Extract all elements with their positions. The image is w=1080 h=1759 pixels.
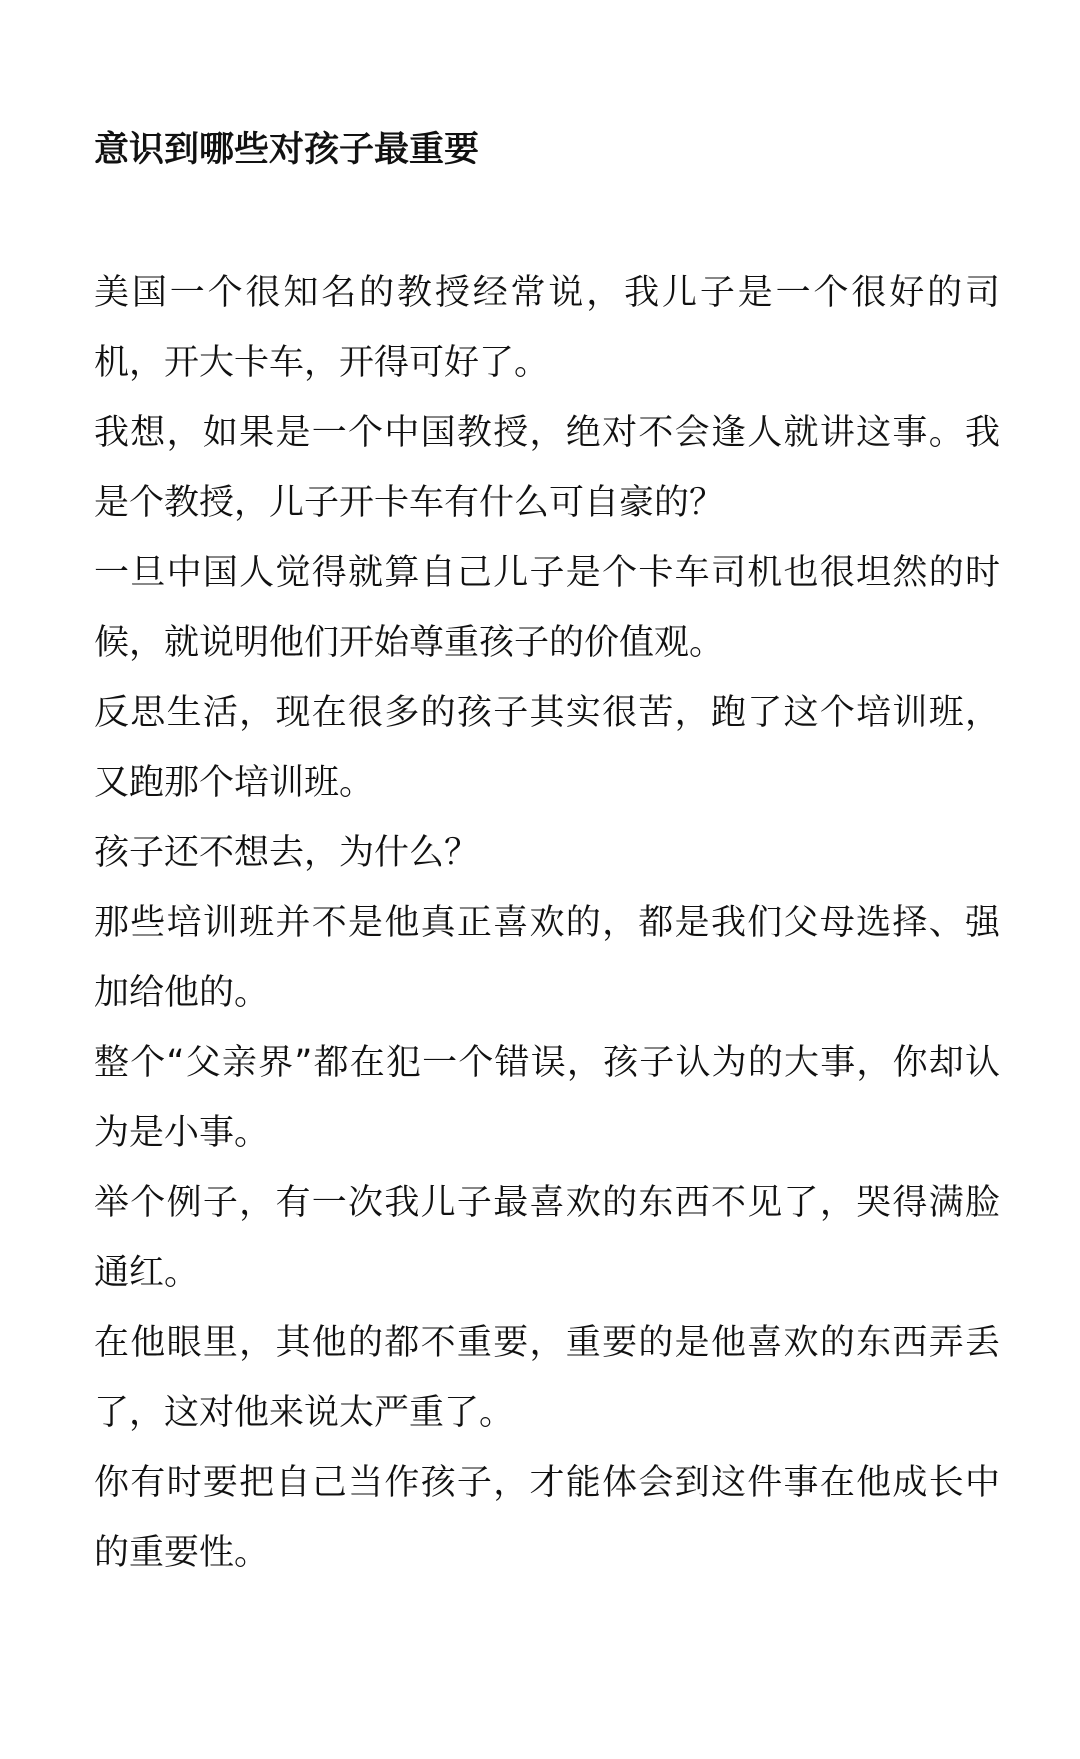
- article-title: 意识到哪些对孩子最重要: [94, 130, 480, 170]
- article-paragraph: 你有时要把自己当作孩子，才能体会到这件事在他成长中的重要性。: [94, 1463, 1000, 1573]
- article-body: [94, 258, 1000, 1588]
- article-paragraph: 整个“父亲界”都在犯一个错误，孩子认为的大事，你却认为是小事。: [94, 1043, 1000, 1153]
- article-paragraph: 我想，如果是一个中国教授，绝对不会逢人就讲这事。我是个教授，儿子开卡车有什么可自豪的？: [94, 413, 1000, 523]
- article-paragraph: 孩子还不想去，为什么？: [94, 833, 480, 873]
- article-paragraph: 在他眼里，其他的都不重要，重要的是他喜欢的东西弄丢了，这对他来说太严重了。: [94, 1323, 1000, 1433]
- article-paragraph: 一旦中国人觉得就算自己儿子是个卡车司机也很坦然的时候，就说明他们开始尊重孩子的价值观。: [94, 553, 1000, 663]
- article-paragraph: 美国一个很知名的教授经常说，我儿子是一个很好的司机，开大卡车，开得可好了。: [94, 273, 1000, 383]
- article-paragraph: 反思生活，现在很多的孩子其实很苦，跑了这个培训班，又跑那个培训班。: [94, 693, 1000, 803]
- article-paragraph: 举个例子，有一次我儿子最喜欢的东西不见了，哭得满脸通红。: [94, 1183, 1000, 1293]
- article-paragraph: 那些培训班并不是他真正喜欢的，都是我们父母选择、强加给他的。: [94, 903, 1000, 1013]
